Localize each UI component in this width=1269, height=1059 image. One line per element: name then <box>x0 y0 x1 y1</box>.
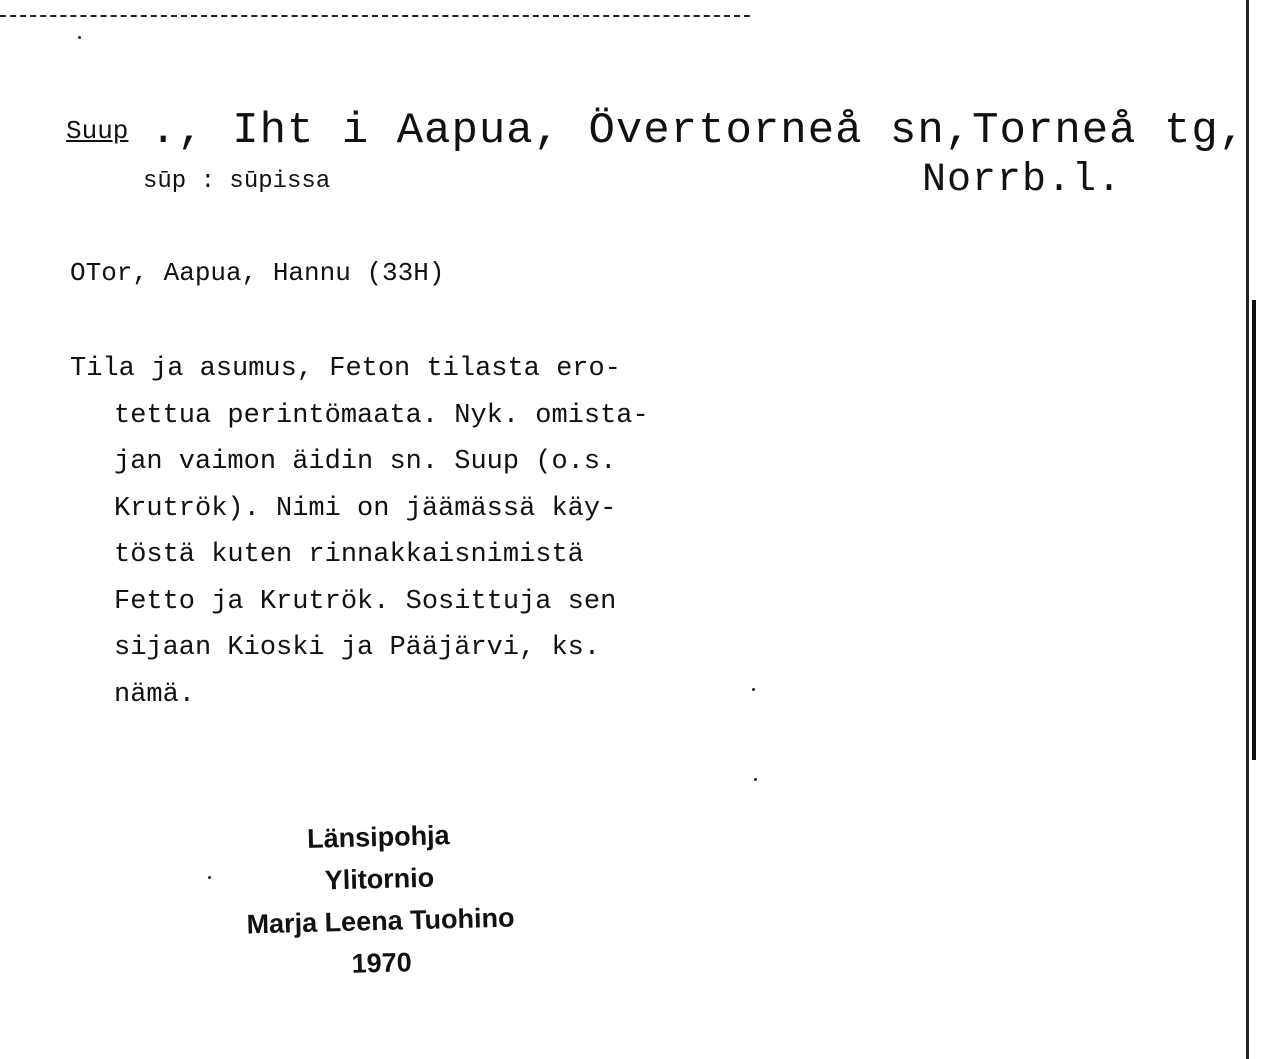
location-title: ., Iht i Aapua, Övertorneå sn,Torneå tg, <box>150 106 1247 156</box>
collector-stamp <box>198 811 562 988</box>
description-line: tettua perintömaata. Nyk. omista- <box>114 400 649 431</box>
speck <box>754 778 757 781</box>
description-line: nämä. <box>114 679 196 710</box>
description-line: Krutrök). Nimi on jäämässä käy- <box>114 493 617 524</box>
description-line: sijaan Kioski ja Pääjärvi, ks. <box>114 633 601 663</box>
stamp-region: Länsipohja <box>306 820 450 854</box>
description-line: töstä kuten rinnakkaisnimistä <box>114 540 584 570</box>
card-right-edge-shadow <box>1252 300 1256 760</box>
speck <box>752 688 755 691</box>
description-line: Fetto ja Krutrök. Sosittuja sen <box>114 586 617 617</box>
speck <box>78 36 81 39</box>
card-right-edge <box>1246 0 1249 1059</box>
description-text <box>70 346 750 718</box>
informant-source: OTor, Aapua, Hannu (33H) <box>70 258 445 288</box>
stamp-collector: Marja Leena Tuohino <box>246 902 515 940</box>
description-line: Tila ja asumus, Feton tilasta ero- <box>70 354 621 384</box>
phonetic-form: sūp : sūpissa <box>143 168 331 195</box>
description-line: jan vaimon äidin sn. Suup (o.s. <box>114 447 617 477</box>
headword: Suup <box>66 116 129 146</box>
stamp-parish: Ylitornio <box>324 862 435 896</box>
location-title-cont: Norrb.l. <box>922 158 1123 203</box>
card-top-edge <box>0 15 750 17</box>
stamp-year: 1970 <box>351 947 413 979</box>
